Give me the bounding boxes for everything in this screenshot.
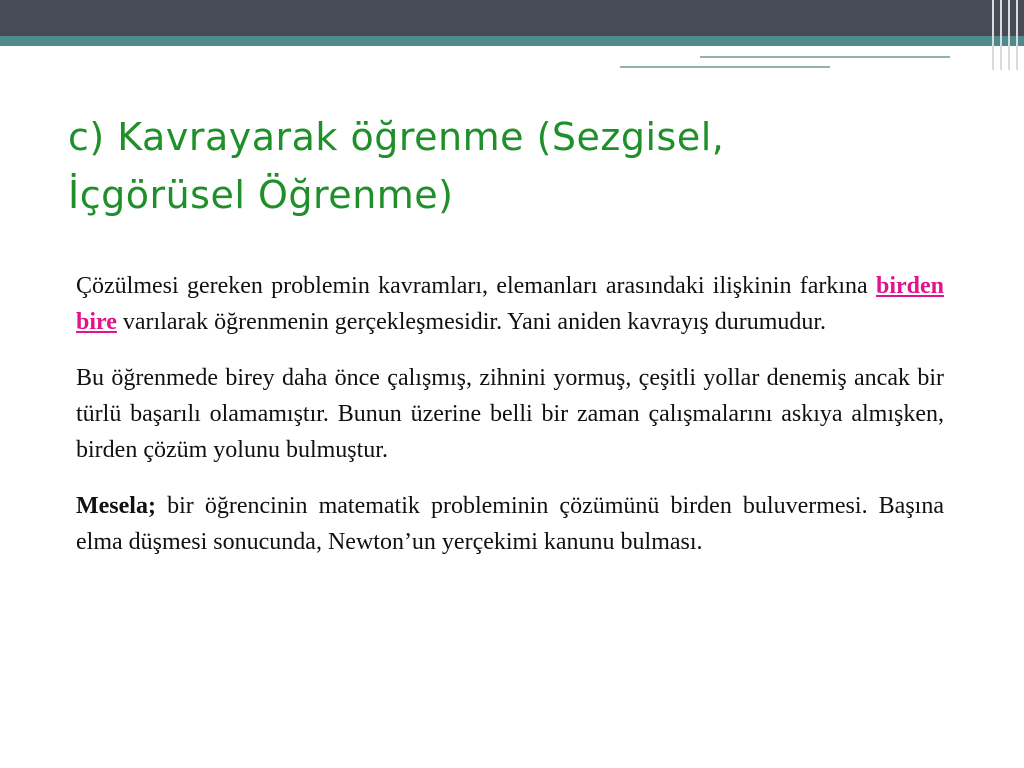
decorative-line [620,66,830,68]
decorative-line [700,56,950,58]
top-header-bar [0,0,1024,36]
slide-title-line1: c) Kavrayarak öğrenme (Sezgisel, [68,115,725,159]
decorative-vertical-lines [988,0,1024,70]
highlight-birden-bire: birden bire [76,273,944,335]
teal-accent-stripe [0,36,1024,46]
slide-body [76,268,944,580]
paragraph-example [76,488,944,560]
paragraph-explanation: Bu öğrenmede birey daha önce çalışmış, zihnini yormuş, çeşitli yollar denemiş ancak bir türlü başarılı olamamıştır. Bunun üzerine belli bir zaman çalışmalarını askıya almışken, birden çözüm yolunu bulmuştur. [76,365,944,463]
paragraph-definition-before: Çözülmesi gereken problemin kavramları, elemanları arasındaki ilişkinin farkına [76,273,876,299]
slide-title-line2: İçgörüsel Öğrenme) [68,173,454,217]
paragraph-definition [76,268,944,340]
paragraph-definition-after: varılarak öğrenmenin gerçekleşmesidir. Yani aniden kavrayış durumudur. [116,309,827,335]
example-label: Mesela; [76,493,156,519]
example-text: bir öğrencinin matematik probleminin çözümünü birden buluvermesi. Başına elma düşmesi sonucunda, Newton’un yerçekimi kanunu bulması. [76,493,944,555]
slide-title [68,108,948,224]
